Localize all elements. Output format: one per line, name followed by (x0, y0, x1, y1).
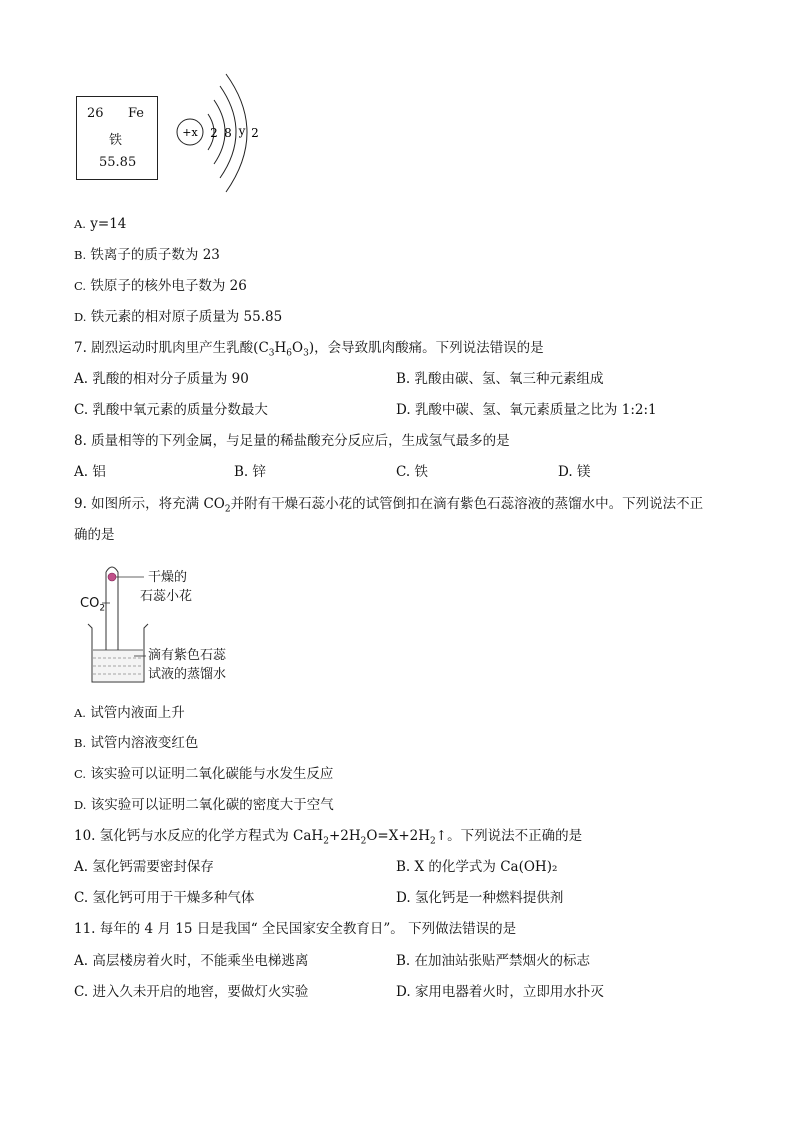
q8-option-c: C. 铁 (396, 464, 428, 480)
element-card (76, 96, 158, 180)
q6-option-d (74, 309, 282, 325)
shell-count-1: 2 (210, 126, 218, 140)
option-text: 铁离子的质子数为 23 (90, 247, 220, 263)
q11-option-d: D. 家用电器着火时，立即用水扑灭 (396, 984, 604, 1000)
q8-option-b: B. 锌 (234, 464, 267, 480)
q10-option-d: D. 氢化钙是一种燃料提供剂 (396, 890, 564, 906)
q8-option-d: D. 镁 (558, 464, 591, 480)
nucleus-charge: +x (182, 126, 198, 139)
option-text: 铁元素的相对原子质量为 55.85 (90, 309, 283, 325)
q6-option-b (74, 247, 220, 263)
q6-option-c (74, 278, 247, 294)
q7-option-d: D. 乳酸中碳、氢、氧元素质量之比为 1:2:1 (396, 402, 657, 418)
q10-stem: 10. 氢化钙与水反应的化学方程式为 $CaH_2+2H_2O=X+2H_2↑$。下列说法不正确的是 (74, 828, 583, 847)
liquid-label-1: 滴有紫色石蕊 (148, 648, 227, 663)
atomic-mass: 55.85 (99, 155, 137, 170)
q9-stem-line1: 9. 如图所示，将充满 $CO_2$并附有干燥石蕊小花的试管倒扣在滴有紫色石蕊溶液的蒸馏水中。下列说法不正 (74, 496, 704, 515)
shell-count-2: 8 (224, 126, 232, 140)
flower-label-2: 石蕊小花 (140, 589, 193, 604)
q9-option-b: B. 试管内溶液变红色 (74, 735, 199, 751)
q7-stem: 7. 剧烈运动时肌肉里产生乳酸$(C_3H_6O_3)$，会导致肌肉酸痛。下列说法错误的是 (74, 340, 544, 359)
element-name: 铁 (109, 133, 123, 148)
beaker-liquid (93, 650, 143, 681)
shell-count-4: 2 (251, 126, 259, 140)
q7-option-c: C. 乳酸中氧元素的质量分数最大 (74, 402, 268, 418)
element-symbol: Fe (128, 106, 145, 121)
q7-option-b: B. 乳酸由碳、氢、氧三种元素组成 (396, 371, 604, 387)
q9-option-d: D. 该实验可以证明二氧化碳的密度大于空气 (74, 797, 334, 813)
option-letter: B. (74, 248, 87, 262)
litmus-flower (108, 573, 116, 581)
q11-stem: 11. 每年的 4 月 15 日是我国“ 全民国家安全教育日”。 下列做法错误的是 (74, 921, 517, 937)
co2-label: $CO_2$ (80, 596, 106, 614)
atomic-number: 26 (87, 106, 104, 121)
q7-option-a: A. 乳酸的相对分子质量为 90 (74, 371, 249, 387)
atom-structure-diagram (170, 70, 270, 200)
option-letter: A. (74, 217, 86, 231)
liquid-label-2: 试液的蒸馏水 (148, 667, 227, 682)
q8-option-a: A. 铝 (74, 464, 106, 480)
q9-option-c: C. 该实验可以证明二氧化碳能与水发生反应 (74, 766, 334, 782)
q10-option-a: A. 氢化钙需要密封保存 (74, 859, 214, 875)
q9-option-a: A. 试管内液面上升 (74, 705, 185, 721)
q10-option-b: B. X 的化学式为 Ca(OH)₂ (396, 859, 558, 875)
q6-option-a (74, 216, 126, 232)
option-text: 铁原子的核外电子数为 26 (90, 278, 247, 294)
option-letter: D. (74, 310, 87, 324)
q11-option-b: B. 在加油站张贴严禁烟火的标志 (396, 953, 591, 969)
option-letter: C. (74, 279, 87, 293)
q11-option-a: A. 高层楼房着火时，不能乘坐电梯逃离 (74, 953, 309, 969)
flower-label-1: 干燥的 (148, 570, 188, 585)
q8-stem: 8. 质量相等的下列金属，与足量的稀盐酸充分反应后，生成氢气最多的是 (74, 433, 510, 449)
option-text: y=14 (90, 216, 127, 232)
q9-stem-line2: 确的是 (74, 527, 115, 543)
q11-option-c: C. 进入久未开启的地窖，要做灯火实验 (74, 984, 309, 1000)
shell-count-3: y (238, 124, 246, 138)
q10-option-c: C. 氢化钙可用于干燥多种气体 (74, 890, 255, 906)
